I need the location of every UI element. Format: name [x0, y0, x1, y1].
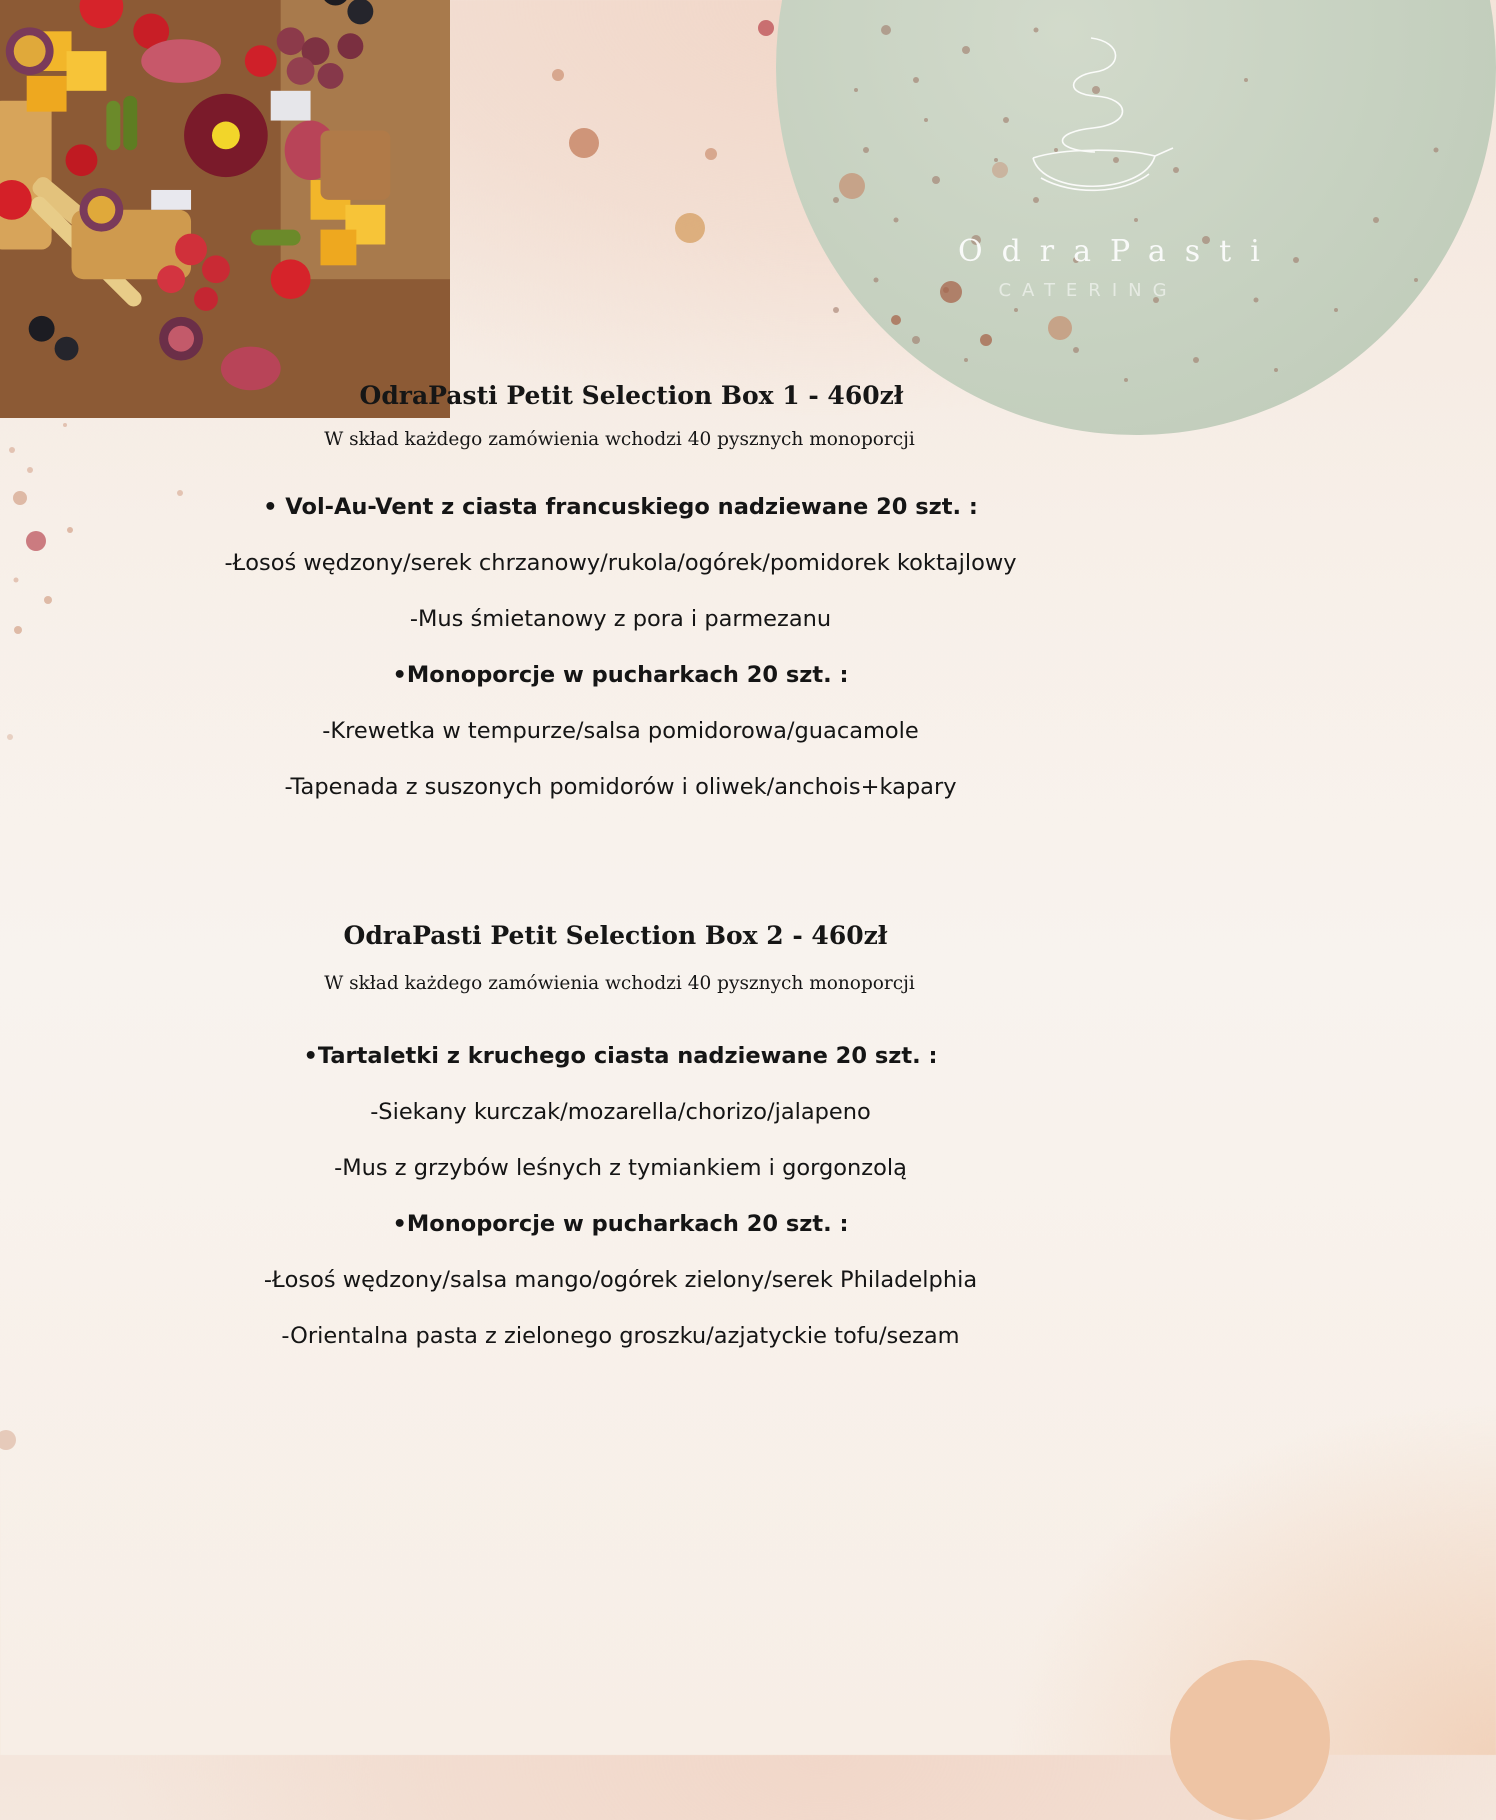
box-2-items — [0, 1028, 1241, 1364]
box-2-item: -Siekany kurczak/mozarella/chorizo/jalapeno — [370, 1099, 871, 1125]
box-1-items — [0, 479, 1241, 815]
box-1-category-monoporcje: •Monoporcje w pucharkach 20 szt. : — [392, 662, 849, 688]
box-1-subtitle: W skład każdego zamówienia wchodzi 40 pysznych monoporcji — [324, 429, 915, 450]
box-2-title: OdraPasti Petit Selection Box 2 - 460zł — [343, 921, 888, 950]
box-1-item: -Mus śmietanowy z pora i parmezanu — [409, 606, 832, 632]
box-2-subtitle: W skład każdego zamówienia wchodzi 40 pysznych monoporcji — [324, 973, 915, 994]
charcuterie-photo — [0, 0, 450, 418]
box-2-item: -Mus z grzybów leśnych z tymiankiem i gorgonzolą — [334, 1155, 907, 1181]
box-2-item: -Łosoś wędzony/salsa mango/ogórek zielony/serek Philadelphia — [263, 1267, 978, 1293]
brand-logo — [958, 28, 1279, 308]
decorative-corner-circle — [1170, 1660, 1330, 1820]
box-1-item: -Krewetka w tempurze/salsa pomidorowa/guacamole — [322, 718, 919, 744]
box-1-section — [0, 378, 1241, 815]
box-2-category-monoporcje: •Monoporcje w pucharkach 20 szt. : — [392, 1211, 849, 1237]
box-1-category-vol-au-vent: • Vol-Au-Vent z ciasta francuskiego nadziewane 20 szt. : — [263, 494, 978, 520]
box-1-title: OdraPasti Petit Selection Box 1 - 460zł — [359, 381, 904, 410]
charcuterie-board-image — [0, 0, 450, 418]
chef-pot-logo-icon — [1013, 28, 1173, 208]
brand-subtitle: CATERING — [998, 280, 1178, 301]
box-1-item: -Łosoś wędzony/serek chrzanowy/rukola/ogórek/pomidorek koktajlowy — [224, 550, 1017, 576]
brand-name: OdraPasti — [958, 234, 1279, 269]
box-2-section — [0, 918, 1241, 1364]
box-2-category-tartaletki: •Tartaletki z kruchego ciasta nadziewane 20 szt. : — [303, 1043, 938, 1069]
box-1-item: -Tapenada z suszonych pomidorów i oliwek/anchois+kapary — [284, 774, 957, 800]
box-2-item: -Orientalna pasta z zielonego groszku/azjatyckie tofu/sezam — [281, 1323, 960, 1349]
